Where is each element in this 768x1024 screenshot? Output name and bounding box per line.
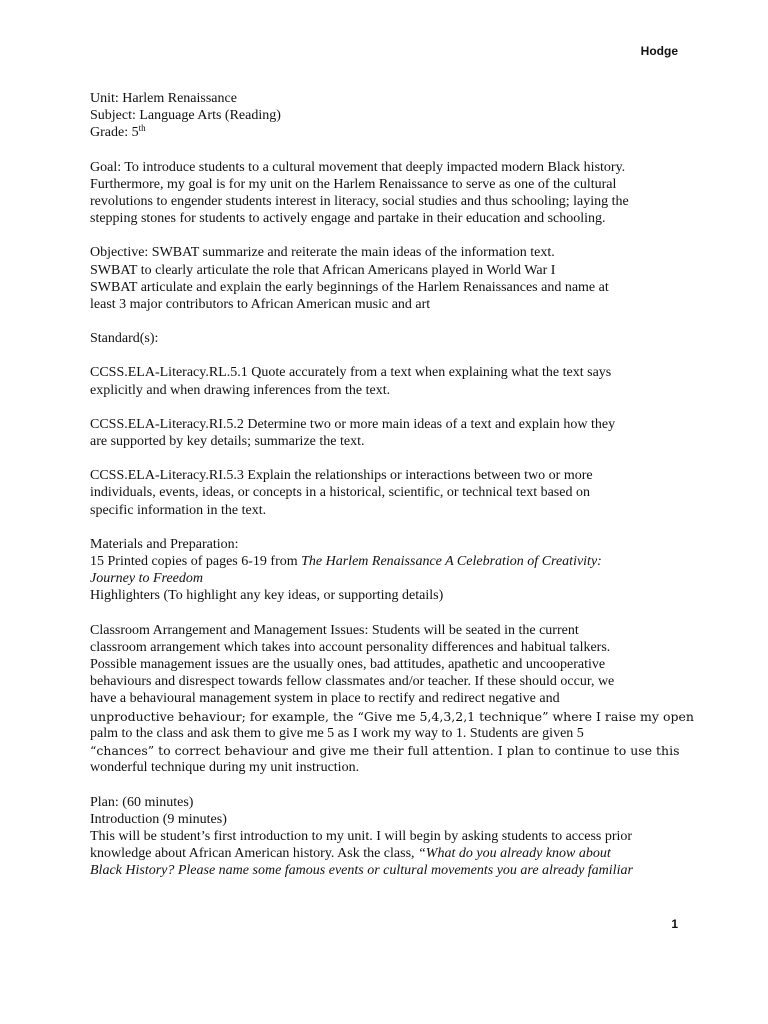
objective-paragraph (90, 244, 690, 313)
standard-line: individuals, events, ideas, or concepts in a historical, scientific, or technical text based on (90, 485, 590, 501)
classroom-line: Possible management issues are the usually ones, bad attitudes, apathetic and uncooperative (90, 657, 606, 673)
standard-item (90, 416, 690, 450)
subject-line: Subject: Language Arts (Reading) (90, 108, 281, 124)
standards-heading-text: Standard(s): (90, 331, 159, 347)
book-title-continued: Journey to Freedom (90, 571, 203, 587)
classroom-paragraph (90, 622, 694, 777)
goal-line: Furthermore, my goal is for my unit on the Harlem Renaissance to serve as one of the cultural (90, 176, 617, 192)
grade-line (90, 124, 690, 141)
book-title: The Harlem Renaissance A Celebration of Creativity: (301, 554, 602, 570)
unit-info (90, 90, 690, 142)
running-header-name: Hodge (640, 44, 678, 58)
standard-item (90, 364, 690, 398)
classroom-line: Classroom Arrangement and Management Issues: Students will be seated in the current (90, 622, 579, 638)
standard-line: CCSS.ELA-Literacy.RL.5.1 Quote accurately from a text when explaining what the text says (90, 365, 612, 381)
grade-superscript: th (138, 123, 146, 134)
classroom-line: behaviours and disrespect towards fellow classmates and/or teacher. If these should occur, we (90, 674, 615, 690)
materials-item-text: 15 Printed copies of pages 6-19 from (90, 554, 302, 570)
classroom-line: classroom arrangement which takes into account personality differences and habitual talkers. (90, 639, 611, 655)
objective-line: SWBAT to clearly articulate the role that African Americans played in World War I (90, 262, 556, 278)
classroom-line: palm to the class and ask them to give me 5 as I work my way to 1. Students are given 5 (90, 725, 584, 741)
standards-heading (90, 330, 690, 347)
plan-line (90, 845, 690, 862)
goal-line: revolutions to engender students interest in literacy, social studies and thus schooling; laying the (90, 194, 629, 210)
plan-line: This will be student’s first introduction to my unit. I will begin by asking students to access prior (90, 828, 633, 844)
document-body (90, 90, 694, 897)
plan-quote: “What do you already know about (418, 846, 611, 862)
plan-quote-continued: Black History? Please name some famous events or cultural movements you are already familiar (90, 863, 633, 879)
classroom-line: unproductive behaviour; for example, the “Give me 5,4,3,2,1 technique” where I raise my open (90, 708, 694, 724)
materials-item (90, 553, 690, 570)
classroom-line: have a behavioural management system in place to rectify and redirect negative and (90, 691, 560, 707)
standard-line: specific information in the text. (90, 502, 267, 518)
plan-line (90, 862, 690, 879)
classroom-line: wonderful technique during my unit instruction. (90, 760, 360, 776)
objective-line: least 3 major contributors to African American music and art (90, 297, 431, 313)
materials-item: Highlighters (To highlight any key ideas, or supporting details) (90, 588, 444, 604)
objective-line: Objective: SWBAT summarize and reiterate the main ideas of the information text. (90, 245, 555, 261)
standard-item (90, 467, 690, 519)
standard-line: are supported by key details; summarize the text. (90, 434, 365, 450)
standard-line: CCSS.ELA-Literacy.RI.5.3 Explain the relationships or interactions between two or more (90, 468, 593, 484)
plan-heading: Plan: (60 minutes) (90, 794, 194, 810)
goal-line: Goal: To introduce students to a cultural movement that deeply impacted modern Black history. (90, 159, 626, 175)
goal-line: stepping stones for students to actively engage and partake in their education and schooling. (90, 211, 606, 227)
objective-line: SWBAT articulate and explain the early beginnings of the Harlem Renaissances and name at (90, 279, 609, 295)
page-number: 1 (671, 917, 678, 931)
goal-paragraph (90, 159, 690, 228)
introduction-heading: Introduction (9 minutes) (90, 811, 227, 827)
materials-section (90, 536, 690, 605)
plan-line-text: knowledge about African American history. Ask the class, (90, 846, 419, 862)
plan-section (90, 794, 690, 880)
materials-heading: Materials and Preparation: (90, 536, 239, 552)
materials-item-continued (90, 570, 690, 587)
grade-text: Grade: 5 (90, 125, 139, 141)
classroom-line: “chances” to correct behaviour and give me their full attention. I plan to continue to use this (90, 743, 680, 759)
unit-line: Unit: Harlem Renaissance (90, 91, 237, 106)
standard-line: explicitly and when drawing inferences from the text. (90, 382, 391, 398)
standard-line: CCSS.ELA-Literacy.RI.5.2 Determine two or more main ideas of a text and explain how they (90, 416, 616, 432)
